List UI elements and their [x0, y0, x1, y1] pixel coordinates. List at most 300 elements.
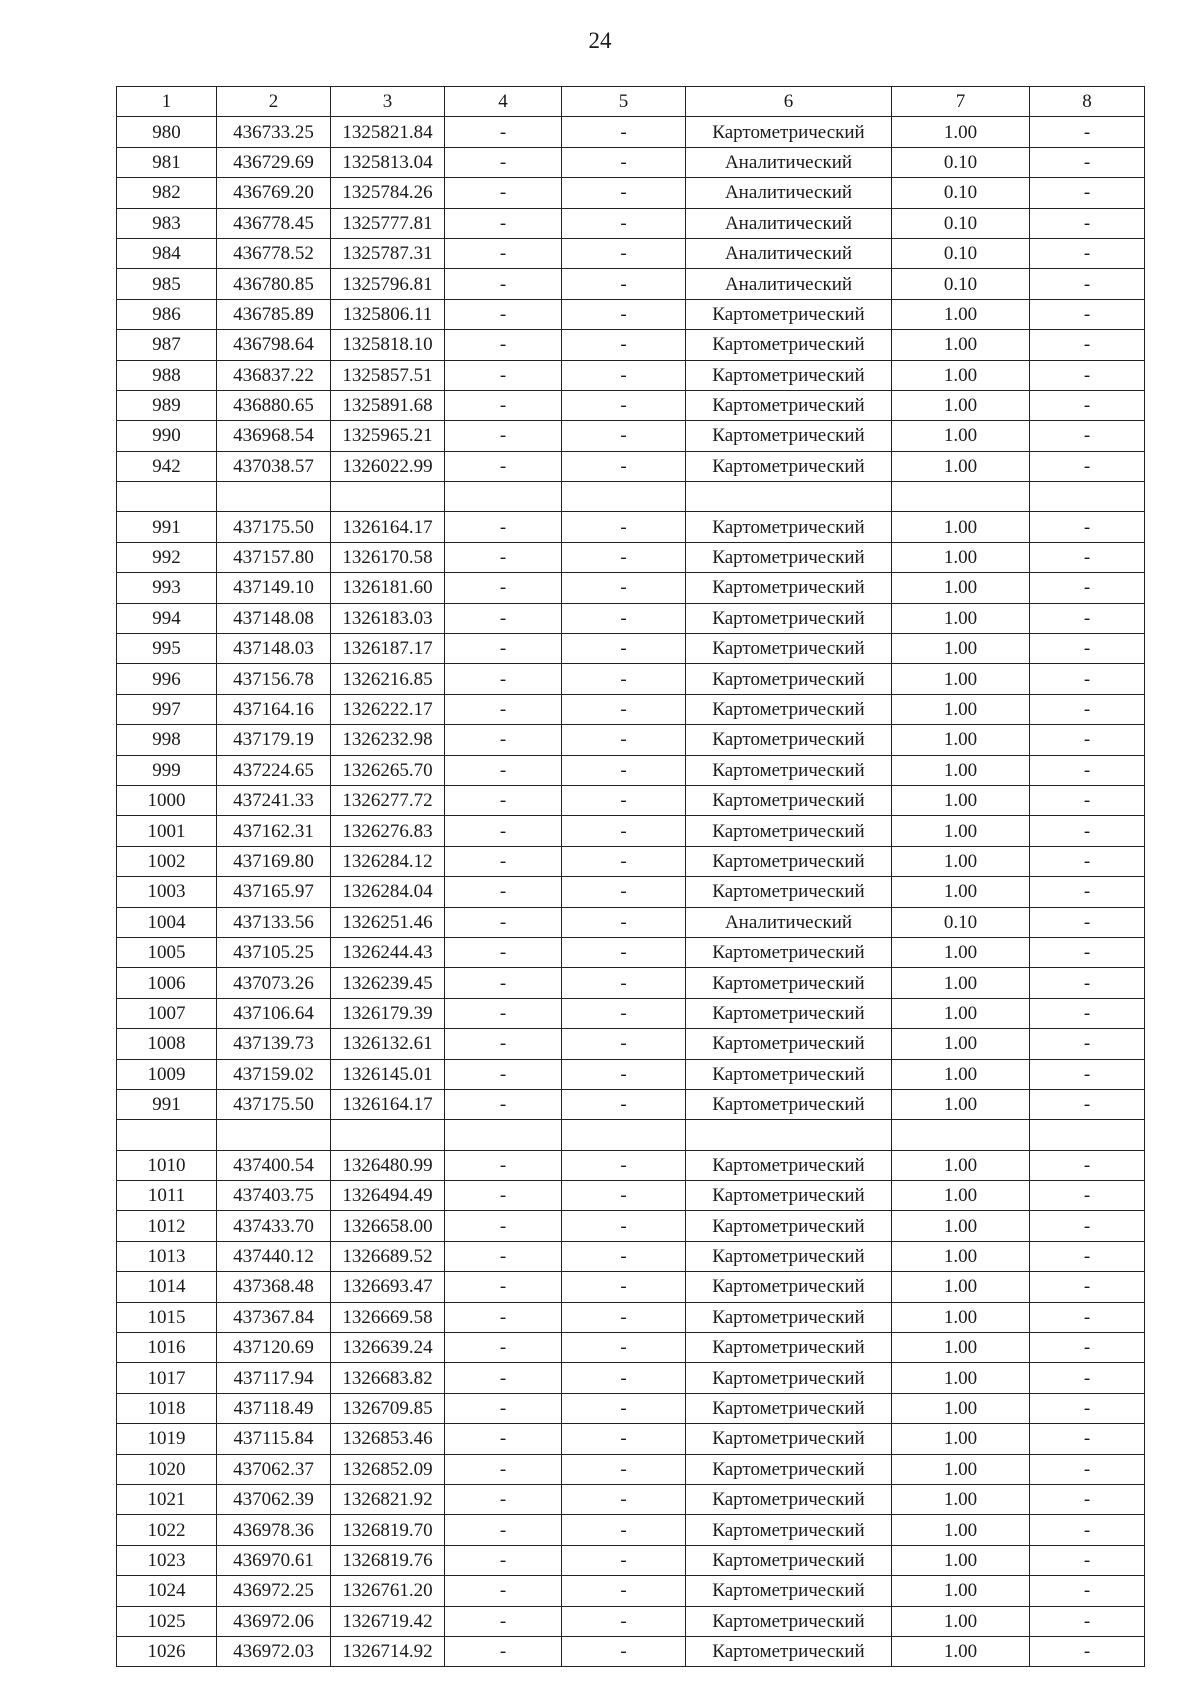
table-cell: - — [445, 846, 562, 876]
table-cell: 436778.45 — [217, 208, 331, 238]
table-cell: - — [1030, 451, 1145, 481]
table-cell: 1326183.03 — [331, 603, 445, 633]
table-cell: 436970.61 — [217, 1545, 331, 1575]
table-cell: 984 — [117, 238, 217, 268]
table-cell: 1013 — [117, 1241, 217, 1271]
table-cell: 996 — [117, 664, 217, 694]
table-cell: - — [445, 755, 562, 785]
table-cell: - — [562, 1636, 686, 1666]
table-row — [117, 1089, 1145, 1119]
table-cell: 436729.69 — [217, 147, 331, 177]
table-cell: - — [562, 816, 686, 846]
table-cell: - — [562, 1545, 686, 1575]
table-cell: - — [1030, 877, 1145, 907]
table-cell: 1.00 — [892, 542, 1030, 572]
table-cell: - — [562, 664, 686, 694]
table-cell: 436972.25 — [217, 1576, 331, 1606]
table-row — [117, 968, 1145, 998]
table-cell: - — [445, 1363, 562, 1393]
table-row — [117, 1059, 1145, 1089]
table-cell: 1.00 — [892, 1454, 1030, 1484]
table-cell: - — [445, 238, 562, 268]
table-cell: 1326222.17 — [331, 694, 445, 724]
table-cell — [331, 482, 445, 512]
table-cell: 437105.25 — [217, 937, 331, 967]
table-cell: Картометрический — [686, 998, 892, 1028]
table-cell: Аналитический — [686, 178, 892, 208]
table-row — [117, 1636, 1145, 1666]
table-cell: - — [1030, 238, 1145, 268]
table-cell: - — [445, 360, 562, 390]
table-cell: 1015 — [117, 1302, 217, 1332]
table-cell: 1326284.04 — [331, 877, 445, 907]
table-cell: 985 — [117, 269, 217, 299]
table-cell: 1326480.99 — [331, 1150, 445, 1180]
table-cell: - — [1030, 390, 1145, 420]
table-row — [117, 1272, 1145, 1302]
table-cell: 1326181.60 — [331, 573, 445, 603]
table-cell — [217, 1120, 331, 1150]
table-cell: 981 — [117, 147, 217, 177]
table-cell: 1.00 — [892, 664, 1030, 694]
table-cell: - — [562, 725, 686, 755]
table-cell: 437038.57 — [217, 451, 331, 481]
table-cell: - — [1030, 785, 1145, 815]
table-cell: 437179.19 — [217, 725, 331, 755]
table-cell: Картометрический — [686, 421, 892, 451]
table-cell: - — [562, 238, 686, 268]
table-cell: - — [445, 664, 562, 694]
table-row — [117, 573, 1145, 603]
table-cell — [117, 482, 217, 512]
table-cell: 1.00 — [892, 634, 1030, 664]
table-cell: 983 — [117, 208, 217, 238]
table-cell: - — [1030, 1454, 1145, 1484]
table-cell: 1326639.24 — [331, 1333, 445, 1363]
table-cell: - — [445, 178, 562, 208]
table-cell: - — [1030, 1089, 1145, 1119]
table-row — [117, 1576, 1145, 1606]
table-cell — [445, 1120, 562, 1150]
table-cell: - — [562, 542, 686, 572]
table-cell: 987 — [117, 330, 217, 360]
table-cell: - — [562, 968, 686, 998]
table-cell: - — [562, 1241, 686, 1271]
table-cell: Картометрический — [686, 1636, 892, 1666]
table-cell: 1.00 — [892, 998, 1030, 1028]
table-cell: 437241.33 — [217, 785, 331, 815]
table-cell: 437062.39 — [217, 1484, 331, 1514]
table-cell: 982 — [117, 178, 217, 208]
table-cell: Картометрический — [686, 603, 892, 633]
table-row — [117, 542, 1145, 572]
table-cell: - — [1030, 603, 1145, 633]
table-cell: Картометрический — [686, 755, 892, 785]
table-cell: 437156.78 — [217, 664, 331, 694]
table-cell: - — [445, 208, 562, 238]
table-cell — [217, 482, 331, 512]
table-cell: - — [1030, 1181, 1145, 1211]
table-cell: 1.00 — [892, 299, 1030, 329]
table-cell: - — [445, 907, 562, 937]
table-cell: - — [445, 603, 562, 633]
table-row — [117, 1241, 1145, 1271]
table-cell: - — [1030, 178, 1145, 208]
table-cell: 1326669.58 — [331, 1302, 445, 1332]
table-cell: Картометрический — [686, 694, 892, 724]
table-cell: - — [445, 1089, 562, 1119]
table-cell: 1325813.04 — [331, 147, 445, 177]
table-cell: 1326022.99 — [331, 451, 445, 481]
table-cell: - — [562, 998, 686, 1028]
table-cell: 437159.02 — [217, 1059, 331, 1089]
table-cell: 437162.31 — [217, 816, 331, 846]
table-cell: 990 — [117, 421, 217, 451]
separator-row — [117, 1120, 1145, 1150]
table-cell: 1326164.17 — [331, 1089, 445, 1119]
table-cell: 1325965.21 — [331, 421, 445, 451]
table-cell: 1326852.09 — [331, 1454, 445, 1484]
table-cell: 1325821.84 — [331, 117, 445, 147]
table-cell: - — [1030, 725, 1145, 755]
table-cell: Картометрический — [686, 846, 892, 876]
table-cell: 1.00 — [892, 1515, 1030, 1545]
table-row — [117, 785, 1145, 815]
table-cell: - — [562, 1424, 686, 1454]
table-cell: 993 — [117, 573, 217, 603]
table-cell: - — [1030, 1515, 1145, 1545]
table-cell: 1326853.46 — [331, 1424, 445, 1454]
table-cell: 1.00 — [892, 785, 1030, 815]
table-cell: - — [445, 785, 562, 815]
table-cell: 1005 — [117, 937, 217, 967]
coordinates-table — [116, 86, 1145, 1667]
table-cell: - — [445, 1515, 562, 1545]
table-cell: Картометрический — [686, 1333, 892, 1363]
table-cell: Картометрический — [686, 1484, 892, 1514]
table-cell: 1018 — [117, 1393, 217, 1423]
table-cell: 436968.54 — [217, 421, 331, 451]
table-cell: 437133.56 — [217, 907, 331, 937]
table-cell: 1002 — [117, 846, 217, 876]
table-cell: - — [1030, 937, 1145, 967]
table-cell: - — [562, 1606, 686, 1636]
table-cell: - — [562, 1211, 686, 1241]
table-row — [117, 299, 1145, 329]
table-cell: - — [445, 694, 562, 724]
table-cell: 1326689.52 — [331, 1241, 445, 1271]
table-cell: - — [445, 1302, 562, 1332]
table-cell: - — [562, 330, 686, 360]
table-cell: 1326170.58 — [331, 542, 445, 572]
table-row — [117, 178, 1145, 208]
table-cell: 1.00 — [892, 937, 1030, 967]
table-cell: 1325818.10 — [331, 330, 445, 360]
table-cell: - — [445, 1545, 562, 1575]
table-cell: 994 — [117, 603, 217, 633]
table-cell: 437175.50 — [217, 512, 331, 542]
table-cell: - — [1030, 1059, 1145, 1089]
table-cell: - — [1030, 421, 1145, 451]
table-cell: 1.00 — [892, 603, 1030, 633]
table-cell: - — [1030, 1393, 1145, 1423]
table-cell: 1.00 — [892, 1333, 1030, 1363]
table-cell: Картометрический — [686, 1606, 892, 1636]
table-cell: - — [1030, 1363, 1145, 1393]
table-cell: 0.10 — [892, 147, 1030, 177]
table-cell: - — [1030, 1029, 1145, 1059]
table-cell: 436785.89 — [217, 299, 331, 329]
table-cell: - — [445, 421, 562, 451]
header-row — [117, 87, 1145, 117]
column-header: 8 — [1030, 87, 1145, 117]
table-cell: 1.00 — [892, 1211, 1030, 1241]
table-cell: 1022 — [117, 1515, 217, 1545]
table-cell: 1.00 — [892, 1059, 1030, 1089]
table-cell: 1006 — [117, 968, 217, 998]
table-cell: 1.00 — [892, 1302, 1030, 1332]
table-cell: 436880.65 — [217, 390, 331, 420]
table-row — [117, 755, 1145, 785]
table-cell: - — [1030, 1272, 1145, 1302]
table-cell: - — [1030, 360, 1145, 390]
table-cell: 1011 — [117, 1181, 217, 1211]
table-cell: 1.00 — [892, 1424, 1030, 1454]
table-cell: - — [445, 390, 562, 420]
table-cell: 1326216.85 — [331, 664, 445, 694]
table-cell: Картометрический — [686, 1181, 892, 1211]
table-cell: - — [1030, 968, 1145, 998]
table-cell: - — [445, 269, 562, 299]
table-cell: Аналитический — [686, 269, 892, 299]
table-row — [117, 1181, 1145, 1211]
table-row — [117, 937, 1145, 967]
table-cell: Картометрический — [686, 968, 892, 998]
table-cell: 1325777.81 — [331, 208, 445, 238]
table-row — [117, 907, 1145, 937]
table-cell: 436972.06 — [217, 1606, 331, 1636]
table-cell: - — [1030, 208, 1145, 238]
table-row — [117, 816, 1145, 846]
table-cell: 436972.03 — [217, 1636, 331, 1666]
table-row — [117, 330, 1145, 360]
table-cell: 942 — [117, 451, 217, 481]
table-cell: - — [562, 634, 686, 664]
table-cell: 1004 — [117, 907, 217, 937]
table-cell: 1326819.70 — [331, 1515, 445, 1545]
table-cell: 436780.85 — [217, 269, 331, 299]
table-cell: 1326683.82 — [331, 1363, 445, 1393]
table-cell: 1021 — [117, 1484, 217, 1514]
table-cell: 1326132.61 — [331, 1029, 445, 1059]
table-cell: - — [445, 1636, 562, 1666]
table-cell: - — [562, 1515, 686, 1545]
table-row — [117, 360, 1145, 390]
table-cell: 1.00 — [892, 816, 1030, 846]
table-cell: - — [1030, 147, 1145, 177]
column-header: 5 — [562, 87, 686, 117]
table-cell: - — [1030, 1545, 1145, 1575]
table-cell: Картометрический — [686, 360, 892, 390]
table-cell: 1326819.76 — [331, 1545, 445, 1575]
table-cell: - — [1030, 816, 1145, 846]
table-cell: 1.00 — [892, 573, 1030, 603]
page-number: 24 — [588, 28, 612, 53]
table-row — [117, 390, 1145, 420]
table-row — [117, 421, 1145, 451]
table-cell: Картометрический — [686, 1029, 892, 1059]
table-cell: 986 — [117, 299, 217, 329]
table-cell: 1.00 — [892, 1181, 1030, 1211]
table-row — [117, 269, 1145, 299]
table-cell: Картометрический — [686, 634, 892, 664]
table-row — [117, 147, 1145, 177]
table-cell: 437148.03 — [217, 634, 331, 664]
table-cell: 1.00 — [892, 968, 1030, 998]
table-cell: 1326284.12 — [331, 846, 445, 876]
table-cell: - — [562, 208, 686, 238]
table-row — [117, 603, 1145, 633]
table-cell: - — [562, 269, 686, 299]
table-row — [117, 1424, 1145, 1454]
table-cell: 436837.22 — [217, 360, 331, 390]
table-cell: 437165.97 — [217, 877, 331, 907]
table-cell: 1010 — [117, 1150, 217, 1180]
table-cell: 1.00 — [892, 330, 1030, 360]
table-cell: 436978.36 — [217, 1515, 331, 1545]
table-cell: 999 — [117, 755, 217, 785]
table-cell: 0.10 — [892, 238, 1030, 268]
table-cell: 1020 — [117, 1454, 217, 1484]
table-cell: 436798.64 — [217, 330, 331, 360]
table-cell: Картометрический — [686, 785, 892, 815]
table-cell: 1326658.00 — [331, 1211, 445, 1241]
table-cell: - — [445, 1241, 562, 1271]
table-cell: - — [445, 1211, 562, 1241]
table-row — [117, 1363, 1145, 1393]
table-cell: 1326693.47 — [331, 1272, 445, 1302]
table-cell: - — [445, 968, 562, 998]
table-row — [117, 1454, 1145, 1484]
table-cell: - — [1030, 1241, 1145, 1271]
table-cell: Картометрический — [686, 1515, 892, 1545]
table-body — [117, 117, 1145, 1667]
table-cell: 437367.84 — [217, 1302, 331, 1332]
table-cell: 437120.69 — [217, 1333, 331, 1363]
table-cell: - — [562, 755, 686, 785]
table-cell: 1325857.51 — [331, 360, 445, 390]
table-cell: Картометрический — [686, 1363, 892, 1393]
table-cell: 1019 — [117, 1424, 217, 1454]
table-cell: 437148.08 — [217, 603, 331, 633]
table-cell: 1326719.42 — [331, 1606, 445, 1636]
table-cell: 1016 — [117, 1333, 217, 1363]
table-cell: Аналитический — [686, 147, 892, 177]
table-cell: 1024 — [117, 1576, 217, 1606]
table-cell: 1.00 — [892, 512, 1030, 542]
table-cell: Картометрический — [686, 725, 892, 755]
table-cell: 437433.70 — [217, 1211, 331, 1241]
table-cell: 1326187.17 — [331, 634, 445, 664]
table-cell: 437118.49 — [217, 1393, 331, 1423]
table-row — [117, 512, 1145, 542]
table-cell: 437149.10 — [217, 573, 331, 603]
table-cell: - — [445, 1484, 562, 1514]
table-cell: 1.00 — [892, 390, 1030, 420]
table-cell: - — [445, 816, 562, 846]
table-cell: Картометрический — [686, 542, 892, 572]
table-cell — [892, 1120, 1030, 1150]
table-cell: - — [445, 1606, 562, 1636]
table-cell: 1.00 — [892, 1029, 1030, 1059]
table-cell: - — [562, 1181, 686, 1211]
table-cell: - — [1030, 1484, 1145, 1514]
table-cell: 437117.94 — [217, 1363, 331, 1393]
table-cell: - — [445, 1576, 562, 1606]
table-cell: 1.00 — [892, 725, 1030, 755]
table-cell: 437169.80 — [217, 846, 331, 876]
table-cell: Картометрический — [686, 664, 892, 694]
table-cell: Картометрический — [686, 937, 892, 967]
table-cell: - — [445, 1424, 562, 1454]
table-cell: Картометрический — [686, 573, 892, 603]
table-cell: Картометрический — [686, 451, 892, 481]
table-cell: - — [562, 1333, 686, 1363]
table-cell — [562, 1120, 686, 1150]
table-cell: - — [445, 299, 562, 329]
table-cell: - — [1030, 1150, 1145, 1180]
table-cell: 437175.50 — [217, 1089, 331, 1119]
table-cell: - — [1030, 1211, 1145, 1241]
table-cell: 437073.26 — [217, 968, 331, 998]
table-cell: 997 — [117, 694, 217, 724]
table-cell: Картометрический — [686, 1454, 892, 1484]
table-cell: 1.00 — [892, 694, 1030, 724]
table-cell: 1.00 — [892, 1576, 1030, 1606]
table-row — [117, 1302, 1145, 1332]
table-cell: 980 — [117, 117, 217, 147]
table-cell: 1.00 — [892, 877, 1030, 907]
table-cell: - — [562, 1363, 686, 1393]
table-row — [117, 877, 1145, 907]
table-cell: - — [1030, 1636, 1145, 1666]
table-cell: - — [445, 117, 562, 147]
table-cell: 1.00 — [892, 1484, 1030, 1514]
table-cell: 989 — [117, 390, 217, 420]
table-cell: - — [445, 1181, 562, 1211]
table-cell: Картометрический — [686, 1089, 892, 1119]
table-cell: - — [562, 573, 686, 603]
table-cell — [1030, 482, 1145, 512]
table-cell: - — [1030, 755, 1145, 785]
table-cell: 1023 — [117, 1545, 217, 1575]
table-row — [117, 1333, 1145, 1363]
table-cell: - — [1030, 846, 1145, 876]
table-cell: - — [562, 299, 686, 329]
table-cell: 1326709.85 — [331, 1393, 445, 1423]
table-cell: Картометрический — [686, 390, 892, 420]
column-header: 4 — [445, 87, 562, 117]
table-cell: 1.00 — [892, 1089, 1030, 1119]
table-cell: 1326244.43 — [331, 937, 445, 967]
table-row — [117, 1029, 1145, 1059]
table-row — [117, 998, 1145, 1028]
table-cell: - — [562, 1150, 686, 1180]
table-cell: 1012 — [117, 1211, 217, 1241]
table-cell: Картометрический — [686, 512, 892, 542]
table-cell: - — [562, 147, 686, 177]
table-cell: - — [1030, 330, 1145, 360]
